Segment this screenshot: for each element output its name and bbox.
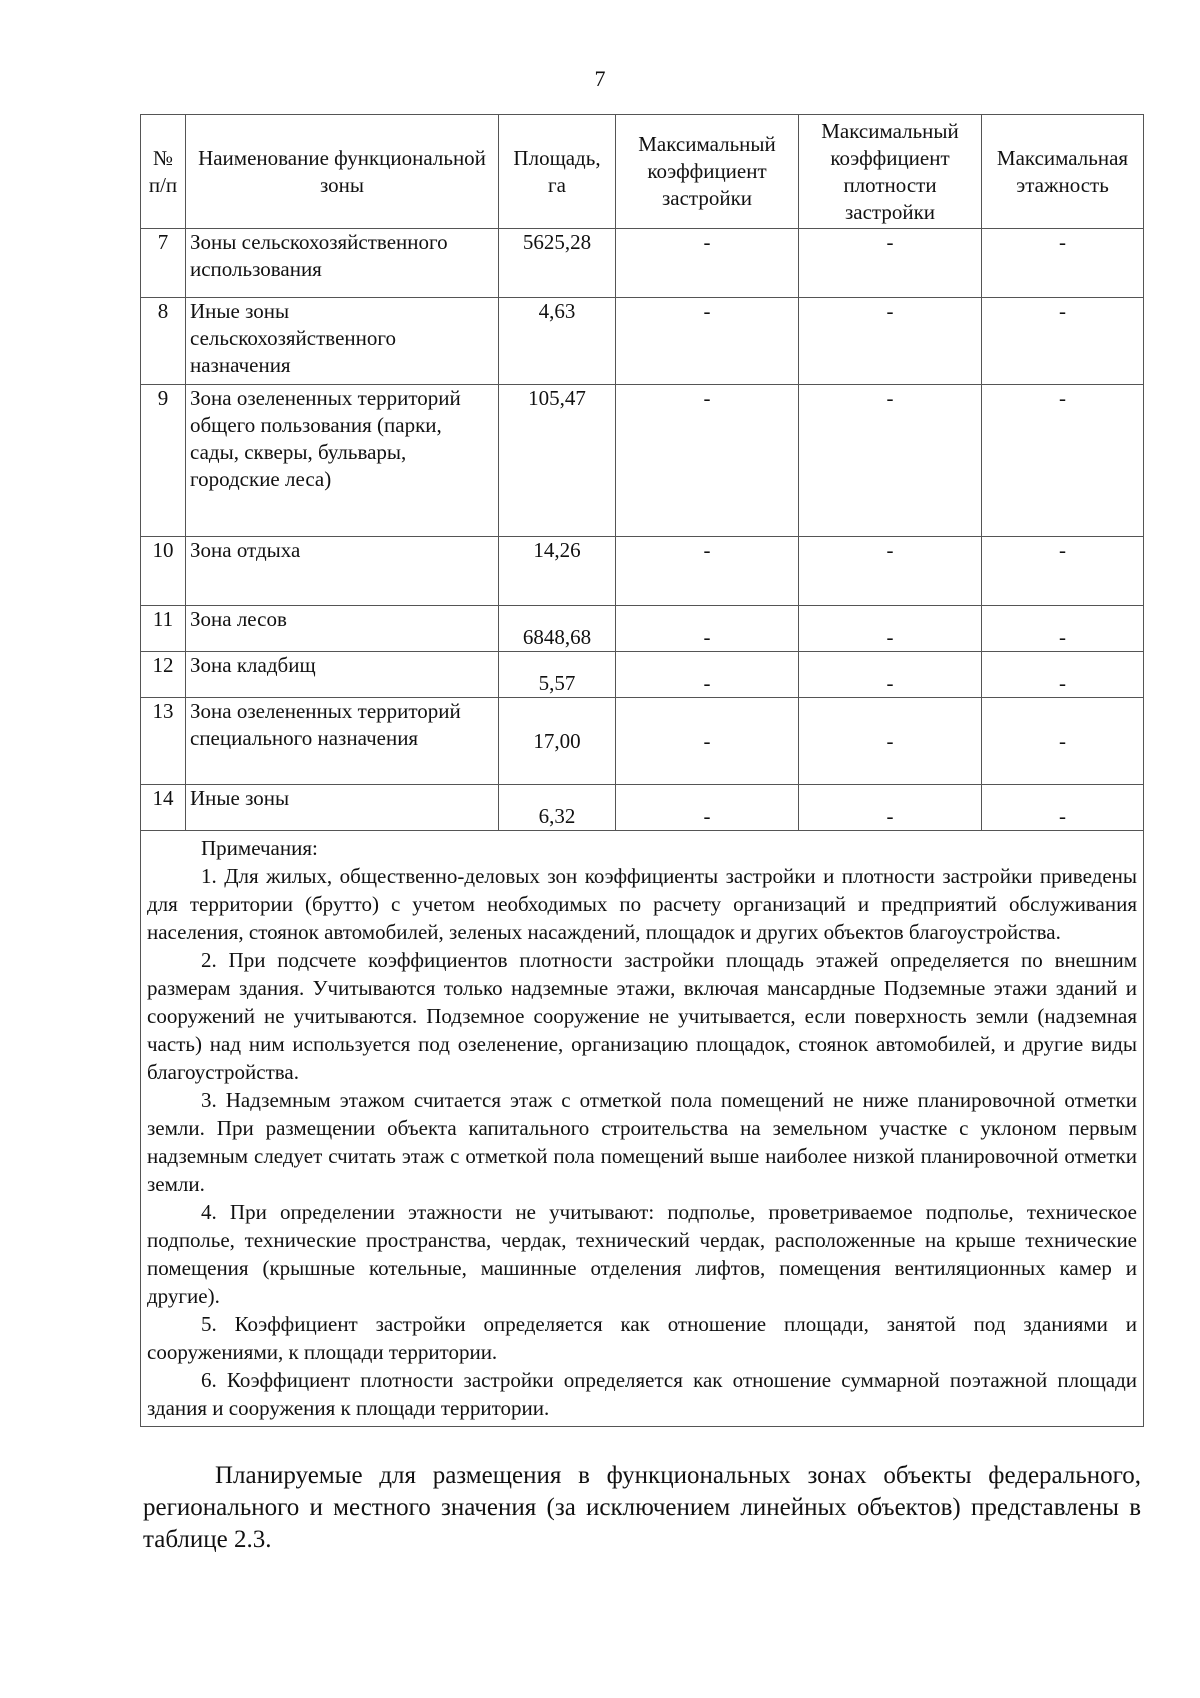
- row-density: -: [799, 298, 982, 385]
- row-area: 14,26: [499, 537, 616, 606]
- row-density: -: [799, 785, 982, 831]
- row-name: Зона озелененных территорий общего пользования (парки, сады, скверы, бульвары, городские леса): [186, 385, 499, 537]
- row-num: 12: [141, 652, 186, 698]
- notes-cell: [141, 831, 1144, 1427]
- page-number: 7: [594, 66, 606, 91]
- table-row: [141, 606, 1144, 652]
- row-num: 14: [141, 785, 186, 831]
- row-num: 7: [141, 229, 186, 298]
- note-item: 5. Коэффициент застройки определяется как отношение площади, занятой под зданиями и сооружениями, к площади территории.: [147, 1312, 1137, 1364]
- table-row: [141, 298, 1144, 385]
- row-floors: -: [982, 298, 1144, 385]
- row-name: Иные зоны сельскохозяйственного назначения: [186, 298, 499, 385]
- table-row: [141, 698, 1144, 785]
- row-name: Зона кладбищ: [186, 652, 499, 698]
- row-floors: -: [982, 785, 1144, 831]
- note-item: 3. Надземным этажом считается этаж с отметкой пола помещений не ниже планировочной отметки земли. При размещении объекта капитального строительства на земельном участке с уклоном первым надземным следует считать этаж с отметкой пола помещений выше наиболее низкой планировочной отметки земли.: [147, 1088, 1137, 1196]
- notes-title: Примечания:: [201, 836, 318, 860]
- note-item: 1. Для жилых, общественно-деловых зон коэффициенты застройки и плотности застройки приведены для территории (брутто) с учетом необходимых по расчету организаций и предприятий обслуживания населения, стоянок автомобилей, зеленых насаждений, площадок и других объектов благоустройства.: [147, 864, 1137, 944]
- row-area: 17,00: [499, 698, 616, 785]
- header-density: Максимальный коэффициент плотности застройки: [799, 115, 982, 229]
- row-floors: -: [982, 698, 1144, 785]
- table-row: [141, 537, 1144, 606]
- row-floors: -: [982, 606, 1144, 652]
- zones-table: [140, 114, 1144, 1427]
- row-coef: -: [616, 652, 799, 698]
- row-density: -: [799, 385, 982, 537]
- row-num: 9: [141, 385, 186, 537]
- row-area: 4,63: [499, 298, 616, 385]
- note-item: 2. При подсчете коэффициентов плотности застройки площадь этажей определяется по внешним размерам здания. Учитываются только надземные этажи, включая мансардные Подземные этажи зданий и сооружений не учитываются. Подземное сооружение не учитывается, если поверхность земли (надземная часть) над ним используется под озеленение, организацию площадок, стоянок автомобилей, и другие виды благоустройства.: [147, 948, 1137, 1084]
- row-area: 6848,68: [499, 606, 616, 652]
- row-name: Зона отдыха: [186, 537, 499, 606]
- row-area: 5,57: [499, 652, 616, 698]
- row-area: 105,47: [499, 385, 616, 537]
- notes-row: [141, 831, 1144, 1427]
- row-floors: -: [982, 652, 1144, 698]
- row-area: 5625,28: [499, 229, 616, 298]
- row-name: Иные зоны: [186, 785, 499, 831]
- row-num: 8: [141, 298, 186, 385]
- row-coef: -: [616, 229, 799, 298]
- row-area: 6,32: [499, 785, 616, 831]
- header-floors: Максимальная этажность: [982, 115, 1144, 229]
- header-area: Площадь, га: [499, 115, 616, 229]
- row-name: Зоны сельскохозяйственного использования: [186, 229, 499, 298]
- row-density: -: [799, 537, 982, 606]
- row-floors: -: [982, 537, 1144, 606]
- row-coef: -: [616, 537, 799, 606]
- note-item: 6. Коэффициент плотности застройки определяется как отношение суммарной поэтажной площади здания и сооружения к площади территории.: [147, 1368, 1137, 1420]
- row-coef: -: [616, 785, 799, 831]
- row-floors: -: [982, 385, 1144, 537]
- header-name: Наименование функциональной зоны: [186, 115, 499, 229]
- row-num: 11: [141, 606, 186, 652]
- row-coef: -: [616, 385, 799, 537]
- table-header-row: [141, 115, 1144, 229]
- row-density: -: [799, 606, 982, 652]
- row-name: Зона лесов: [186, 606, 499, 652]
- row-coef: -: [616, 298, 799, 385]
- header-num: № п/п: [141, 115, 186, 229]
- row-density: -: [799, 229, 982, 298]
- row-density: -: [799, 652, 982, 698]
- table-row: [141, 229, 1144, 298]
- body-paragraph: Планируемые для размещения в функциональных зонах объекты федерального, регионального и местного значения (за исключением линейных объектов) представлены в таблице 2.3.: [143, 1462, 1141, 1553]
- table-row: [141, 652, 1144, 698]
- header-coef: Максимальный коэффициент застройки: [616, 115, 799, 229]
- table-row: [141, 785, 1144, 831]
- row-num: 10: [141, 537, 186, 606]
- row-floors: -: [982, 229, 1144, 298]
- row-coef: -: [616, 606, 799, 652]
- note-item: 4. При определении этажности не учитывают: подполье, проветриваемое подполье, техническое подполье, технические пространства, чердак, технический чердак, расположенные на крыше технические помещения (крышные котельные, машинные отделения лифтов, помещения вентиляционных камер и другие).: [147, 1200, 1137, 1308]
- row-name: Зона озелененных территорий специального назначения: [186, 698, 499, 785]
- table-row: [141, 385, 1144, 537]
- row-num: 13: [141, 698, 186, 785]
- row-coef: -: [616, 698, 799, 785]
- row-density: -: [799, 698, 982, 785]
